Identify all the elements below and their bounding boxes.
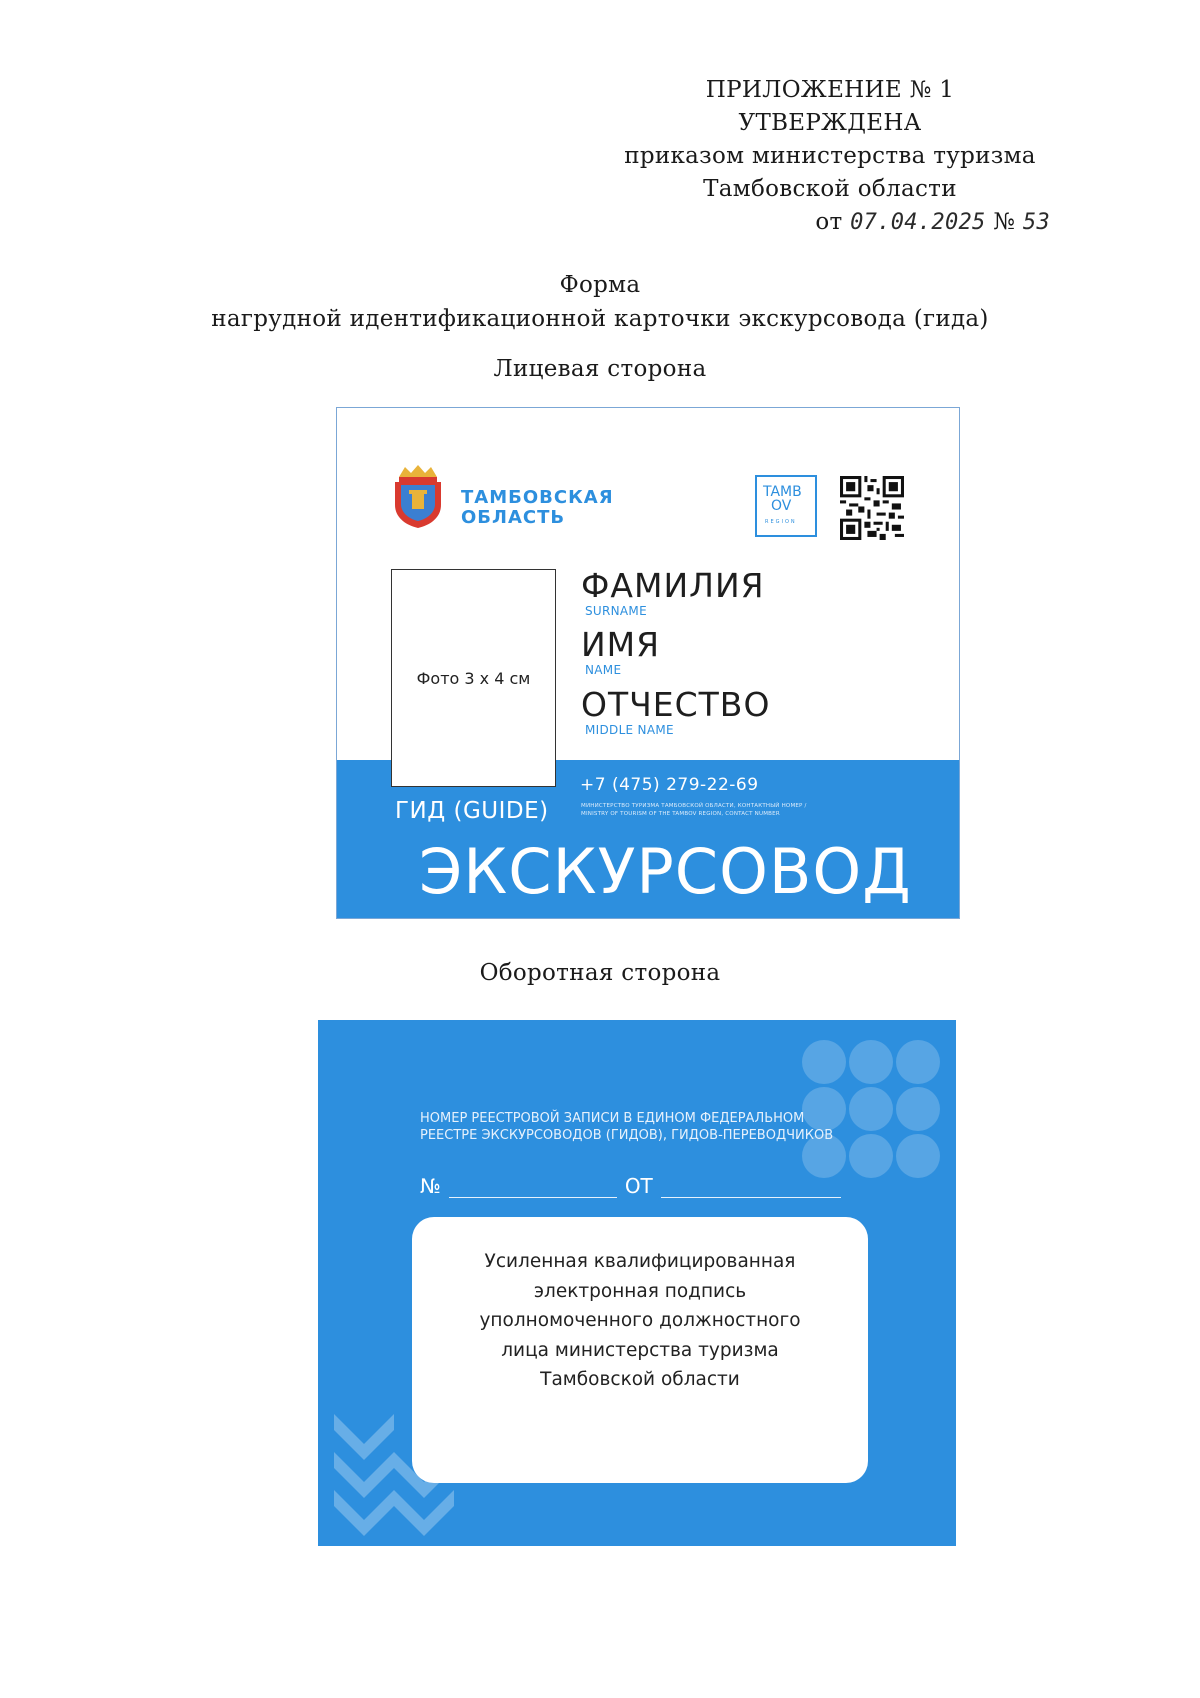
contact-phone: +7 (475) 279-22-69 [580,775,759,795]
tambov-region-logo-icon [755,475,817,537]
approved-by-region: Тамбовской области [703,176,957,202]
excursovod-title: ЭКСКУРСОВОД [419,835,912,908]
region-name-line2: ОБЛАСТЬ [461,507,566,528]
ministry-caption-ru: МИНИСТЕРСТВО ТУРИЗМА ТАМБОВСКОЙ ОБЛАСТИ, КОНТАКТНЫЙ НОМЕР / [581,803,807,809]
surname-label: ФАМИЛИЯ [581,566,765,605]
badge-back-side [318,1020,956,1546]
ministry-caption-en: MINISTRY OF TOURISM OF THE TAMBOV REGION, CONTACT NUMBER [581,811,780,817]
registry-record-caption: НОМЕР РЕЕСТРОВОЙ ЗАПИСИ В ЕДИНОМ ФЕДЕРАЛЬНОМ РЕЕСТРЕ ЭКСКУРСОВОДОВ (ГИДОВ), ГИДОВ-ПЕРЕВОДЧИКОВ [420,1111,834,1143]
order-date: 07.04.2025 [850,210,986,235]
front-side-label: Лицевая сторона [493,356,707,382]
signature-line: уполномоченного должностного [479,1310,801,1331]
approval-block [600,74,1060,239]
badge-front-side [336,407,960,919]
logo-text-mid: OV [771,498,792,514]
order-date-line [600,206,1060,239]
name-field [581,627,660,677]
appendix-number: ПРИЛОЖЕНИЕ № 1 [705,77,955,103]
registry-number-label: № [420,1174,441,1198]
qr-code-icon [840,476,904,540]
order-number: 53 [1022,210,1050,235]
signature-text [412,1247,868,1395]
region-name [461,488,614,528]
registry-date-label: ОТ [624,1174,653,1198]
ministry-caption [581,802,911,818]
photo-label: Фото 3 х 4 см [416,668,531,688]
registry-number-line [420,1174,841,1198]
middle-name-label: ОТЧЕСТВО [581,685,771,724]
signature-line: Усиленная квалифицированная [484,1251,796,1272]
approved-by-order: приказом министерства туризма [624,143,1036,169]
registry-date-blank[interactable] [661,1175,841,1198]
decorative-chevrons [334,1414,456,1536]
signature-box [412,1217,868,1483]
form-subtitle: нагрудной идентификационной карточки экскурсовода (гида) [211,306,989,332]
signature-line: лица министерства туризма [501,1339,779,1361]
region-name-line1: ТАМБОВСКАЯ [461,487,614,508]
middle-name-field [581,687,770,737]
surname-field [581,568,765,618]
registry-number-blank[interactable] [449,1175,617,1198]
logo-text-small: REGION [765,519,797,525]
name-label-en: NAME [585,663,622,677]
back-side-label: Оборотная сторона [479,960,721,986]
logo-text-top: TAMB [763,484,802,500]
signature-line: электронная подпись [533,1280,747,1302]
date-prefix: от [815,209,843,235]
guide-label: ГИД (GUIDE) [395,798,549,824]
form-title: Форма [559,272,641,298]
middle-name-label-en: MIDDLE NAME [585,723,674,737]
signature-line: Тамбовской области [540,1369,740,1390]
surname-label-en: SURNAME [585,604,647,618]
coat-of-arms-icon [391,463,445,529]
name-label: ИМЯ [581,625,661,664]
approved-label: УТВЕРЖДЕНА [738,110,922,136]
photo-placeholder [391,569,556,787]
number-prefix: № [993,209,1016,235]
